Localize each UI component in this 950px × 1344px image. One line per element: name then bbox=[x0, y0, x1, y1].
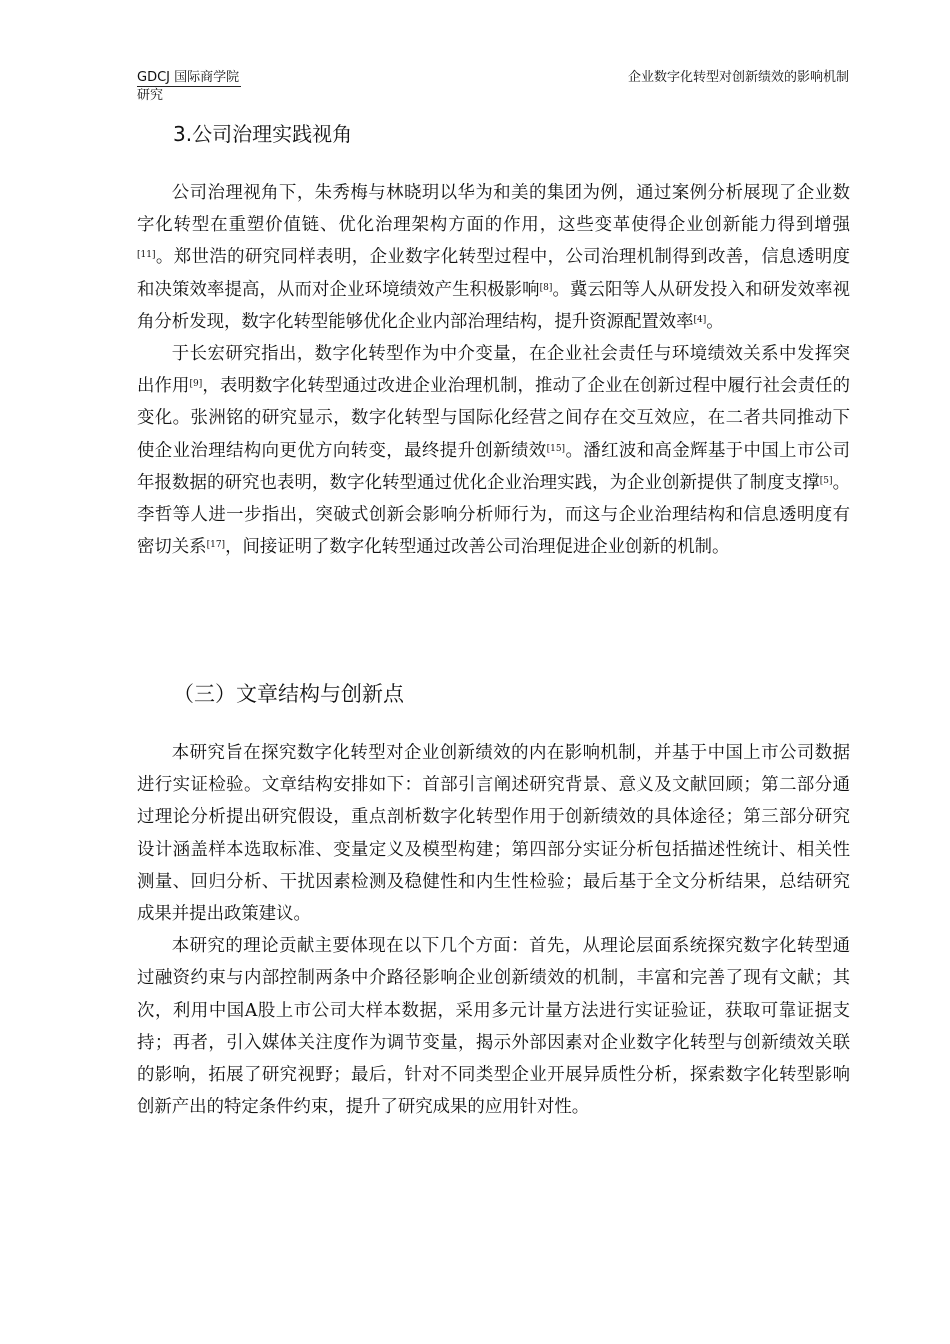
running-header-left bbox=[137, 69, 247, 104]
text-run: ，间接证明了数字化转型通过改善公司治理促进企业创新的机制。 bbox=[225, 537, 730, 558]
text-run: 于长宏研究指出，数字化转型作为中介变量，在企业社会责任与环境绩效关系中发挥突出作用 bbox=[137, 344, 850, 397]
header-institution-line2: 研究 bbox=[137, 88, 164, 103]
text-run: 。潘红波和高金辉基于中国上市公司年报数据的研究也表明，数字化转型通过优化企业治理实践，为企业创新提供了制度支撑 bbox=[137, 440, 850, 493]
citation-ref: [8] bbox=[539, 282, 553, 293]
citation-ref: [4] bbox=[693, 314, 707, 325]
text-run: 公司治理视角下，朱秀梅与林晓玥以华为和美的集团为例，通过案例分析展现了企业数字化转型在重塑价值链、优化治理架构方面的作用，这些变革使得企业创新能力得到增强 bbox=[137, 183, 850, 236]
paragraph bbox=[137, 177, 850, 338]
text-run: 。 bbox=[706, 311, 724, 332]
citation-ref: [9] bbox=[189, 379, 203, 390]
running-header-title: 企业数字化转型对创新绩效的影响机制 bbox=[627, 70, 849, 85]
citation-ref: [5] bbox=[819, 475, 833, 486]
paragraph bbox=[137, 338, 850, 563]
citation-ref: [15] bbox=[546, 443, 566, 454]
text-run: 。冀云阳等人从研发投入和研发效率视角分析发现，数字化转型能够优化企业内部治理结构，提升资源配置效率 bbox=[137, 279, 850, 332]
subsection-title: （三）文章结构与创新点 bbox=[173, 682, 404, 706]
text-run: 。郑世浩的研究同样表明，企业数字化转型过程中，公司治理机制得到改善，信息透明度和决策效率提高，从而对企业环境绩效产生积极影响 bbox=[137, 247, 850, 300]
section-title: 3.公司治理实践视角 bbox=[173, 122, 353, 146]
section-body bbox=[137, 177, 850, 563]
paragraph bbox=[137, 737, 850, 930]
citation-ref: [11] bbox=[137, 250, 156, 261]
citation-ref: [17] bbox=[206, 540, 226, 551]
header-institution: GDCJ 国际商学院 bbox=[137, 70, 240, 85]
paragraph bbox=[137, 930, 850, 1123]
text-run: 本研究旨在探究数字化转型对企业创新绩效的内在影响机制，并基于中国上市公司数据进行实证检验。文章结构安排如下：首部引言阐述研究背景、意义及文献回顾；第二部分通过理论分析提出研究假设，重点剖析数字化转型作用于创新绩效的具体途径；第三部分研究设计涵盖样本选取标准、变量定义及模型构建；第四部分实证分析包括描述性统计、相关性测量、回归分析、干扰因素检测及稳健性和内生性检验；最后基于全文分析结果，总结研究成果并提出政策建议。 bbox=[137, 743, 850, 925]
text-run: 。李哲等人进一步指出，突破式创新会影响分析师行为，而这与企业治理结构和信息透明度有密切关系 bbox=[137, 472, 850, 558]
text-run: 本研究的理论贡献主要体现在以下几个方面：首先，从理论层面系统探究数字化转型通过融资约束与内部控制两条中介路径影响企业创新绩效的机制，丰富和完善了现有文献；其次，利用中国A股上市公司大样本数据，采用多元计量方法进行实证验证，获取可靠证据支持；再者，引入媒体关注度作为调节变量，揭示外部因素对企业数字化转型与创新绩效关联的影响，拓展了研究视野；最后，针对不同类型企业开展异质性分析，探索数字化转型影响创新产出的特定条件约束，提升了研究成果的应用针对性。 bbox=[137, 936, 850, 1118]
text-run: ，表明数字化转型通过改进企业治理机制，推动了企业在创新过程中履行社会责任的变化。张洲铭的研究显示，数字化转型与国际化经营之间存在交互效应，在二者共同推动下使企业治理结构向更优方向转变，最终提升创新绩效 bbox=[137, 376, 850, 461]
subsection-body bbox=[137, 737, 850, 1123]
